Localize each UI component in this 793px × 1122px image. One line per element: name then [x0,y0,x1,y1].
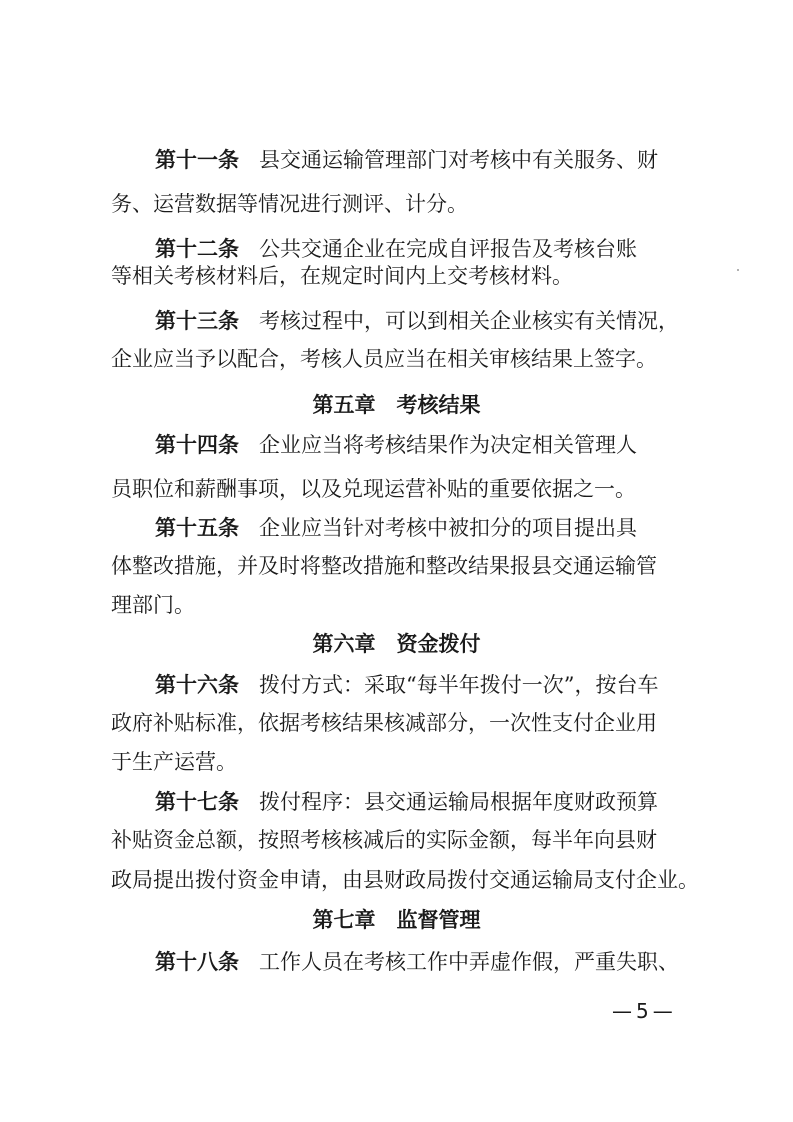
page-number-value: 5 [636,999,653,1023]
page-number-dash-left: — [612,999,636,1023]
article-label: 第十六条 [155,673,239,697]
article-text: 县交通运输管理部门对考核中有关服务、财 [259,148,658,172]
chapter-7-heading: 第七章 监督管理 [312,908,481,932]
article-17-line-1 [0,788,793,816]
article-label: 第十四条 [155,433,239,457]
chapter-6-heading: 第六章 资金拨付 [312,632,481,656]
article-15-line-3: 理部门。 [111,593,195,617]
article-13-line-1 [0,307,793,335]
article-12-line-1 [0,235,793,263]
article-text: 考核过程中，可以到相关企业核实有关情况， [259,309,679,333]
article-12-line-2: 等相关考核材料后，在规定时间内上交考核材料。 [111,264,573,288]
article-11-line-2: 务、运营数据等情况进行测评、计分。 [111,192,468,216]
article-label: 第十一条 [155,148,239,172]
article-label: 第十七条 [155,790,239,814]
article-15-line-2: 体整改措施，并及时将整改措施和整改结果报县交通运输管 [111,554,657,578]
page-number [612,997,677,1025]
article-text: 企业应当针对考核中被扣分的项目提出具 [259,516,637,540]
article-17-line-2: 补贴资金总额，按照考核核减后的实际金额，每半年向县财 [111,828,657,852]
article-18-line-1 [0,948,793,976]
article-13-line-2: 企业应当予以配合，考核人员应当在相关审核结果上签字。 [111,347,657,371]
article-16-line-1 [0,671,793,699]
article-label: 第十八条 [155,950,239,974]
article-label: 第十三条 [155,309,239,333]
article-text: 工作人员在考核工作中弄虚作假，严重失职、 [259,950,679,974]
article-16-line-3: 于生产运营。 [111,750,237,774]
article-14-line-2: 员职位和薪酬事项，以及兑现运营补贴的重要依据之一。 [111,477,636,501]
article-14-line-1 [0,431,793,459]
chapter-5-heading: 第五章 考核结果 [312,393,481,417]
article-text: 拨付程序：县交通运输局根据年度财政预算 [259,790,658,814]
article-17-line-3: 政局提出拨付资金申请，由县财政局拨付交通运输局支付企业。 [111,868,699,892]
article-text: 拨付方式：采取“每半年拨付一次”，按台车 [259,673,659,697]
scan-speck [737,269,739,271]
article-15-line-1 [0,514,793,542]
article-16-line-2: 政府补贴标准，依据考核结果核减部分，一次性支付企业用 [111,711,657,735]
article-text: 企业应当将考核结果作为决定相关管理人 [259,433,637,457]
page-number-dash-right: — [652,999,677,1023]
article-text: 公共交通企业在完成自评报告及考核台账 [259,237,637,261]
article-label: 第十二条 [155,237,239,261]
article-11-line-1 [0,146,793,174]
article-label: 第十五条 [155,516,239,540]
